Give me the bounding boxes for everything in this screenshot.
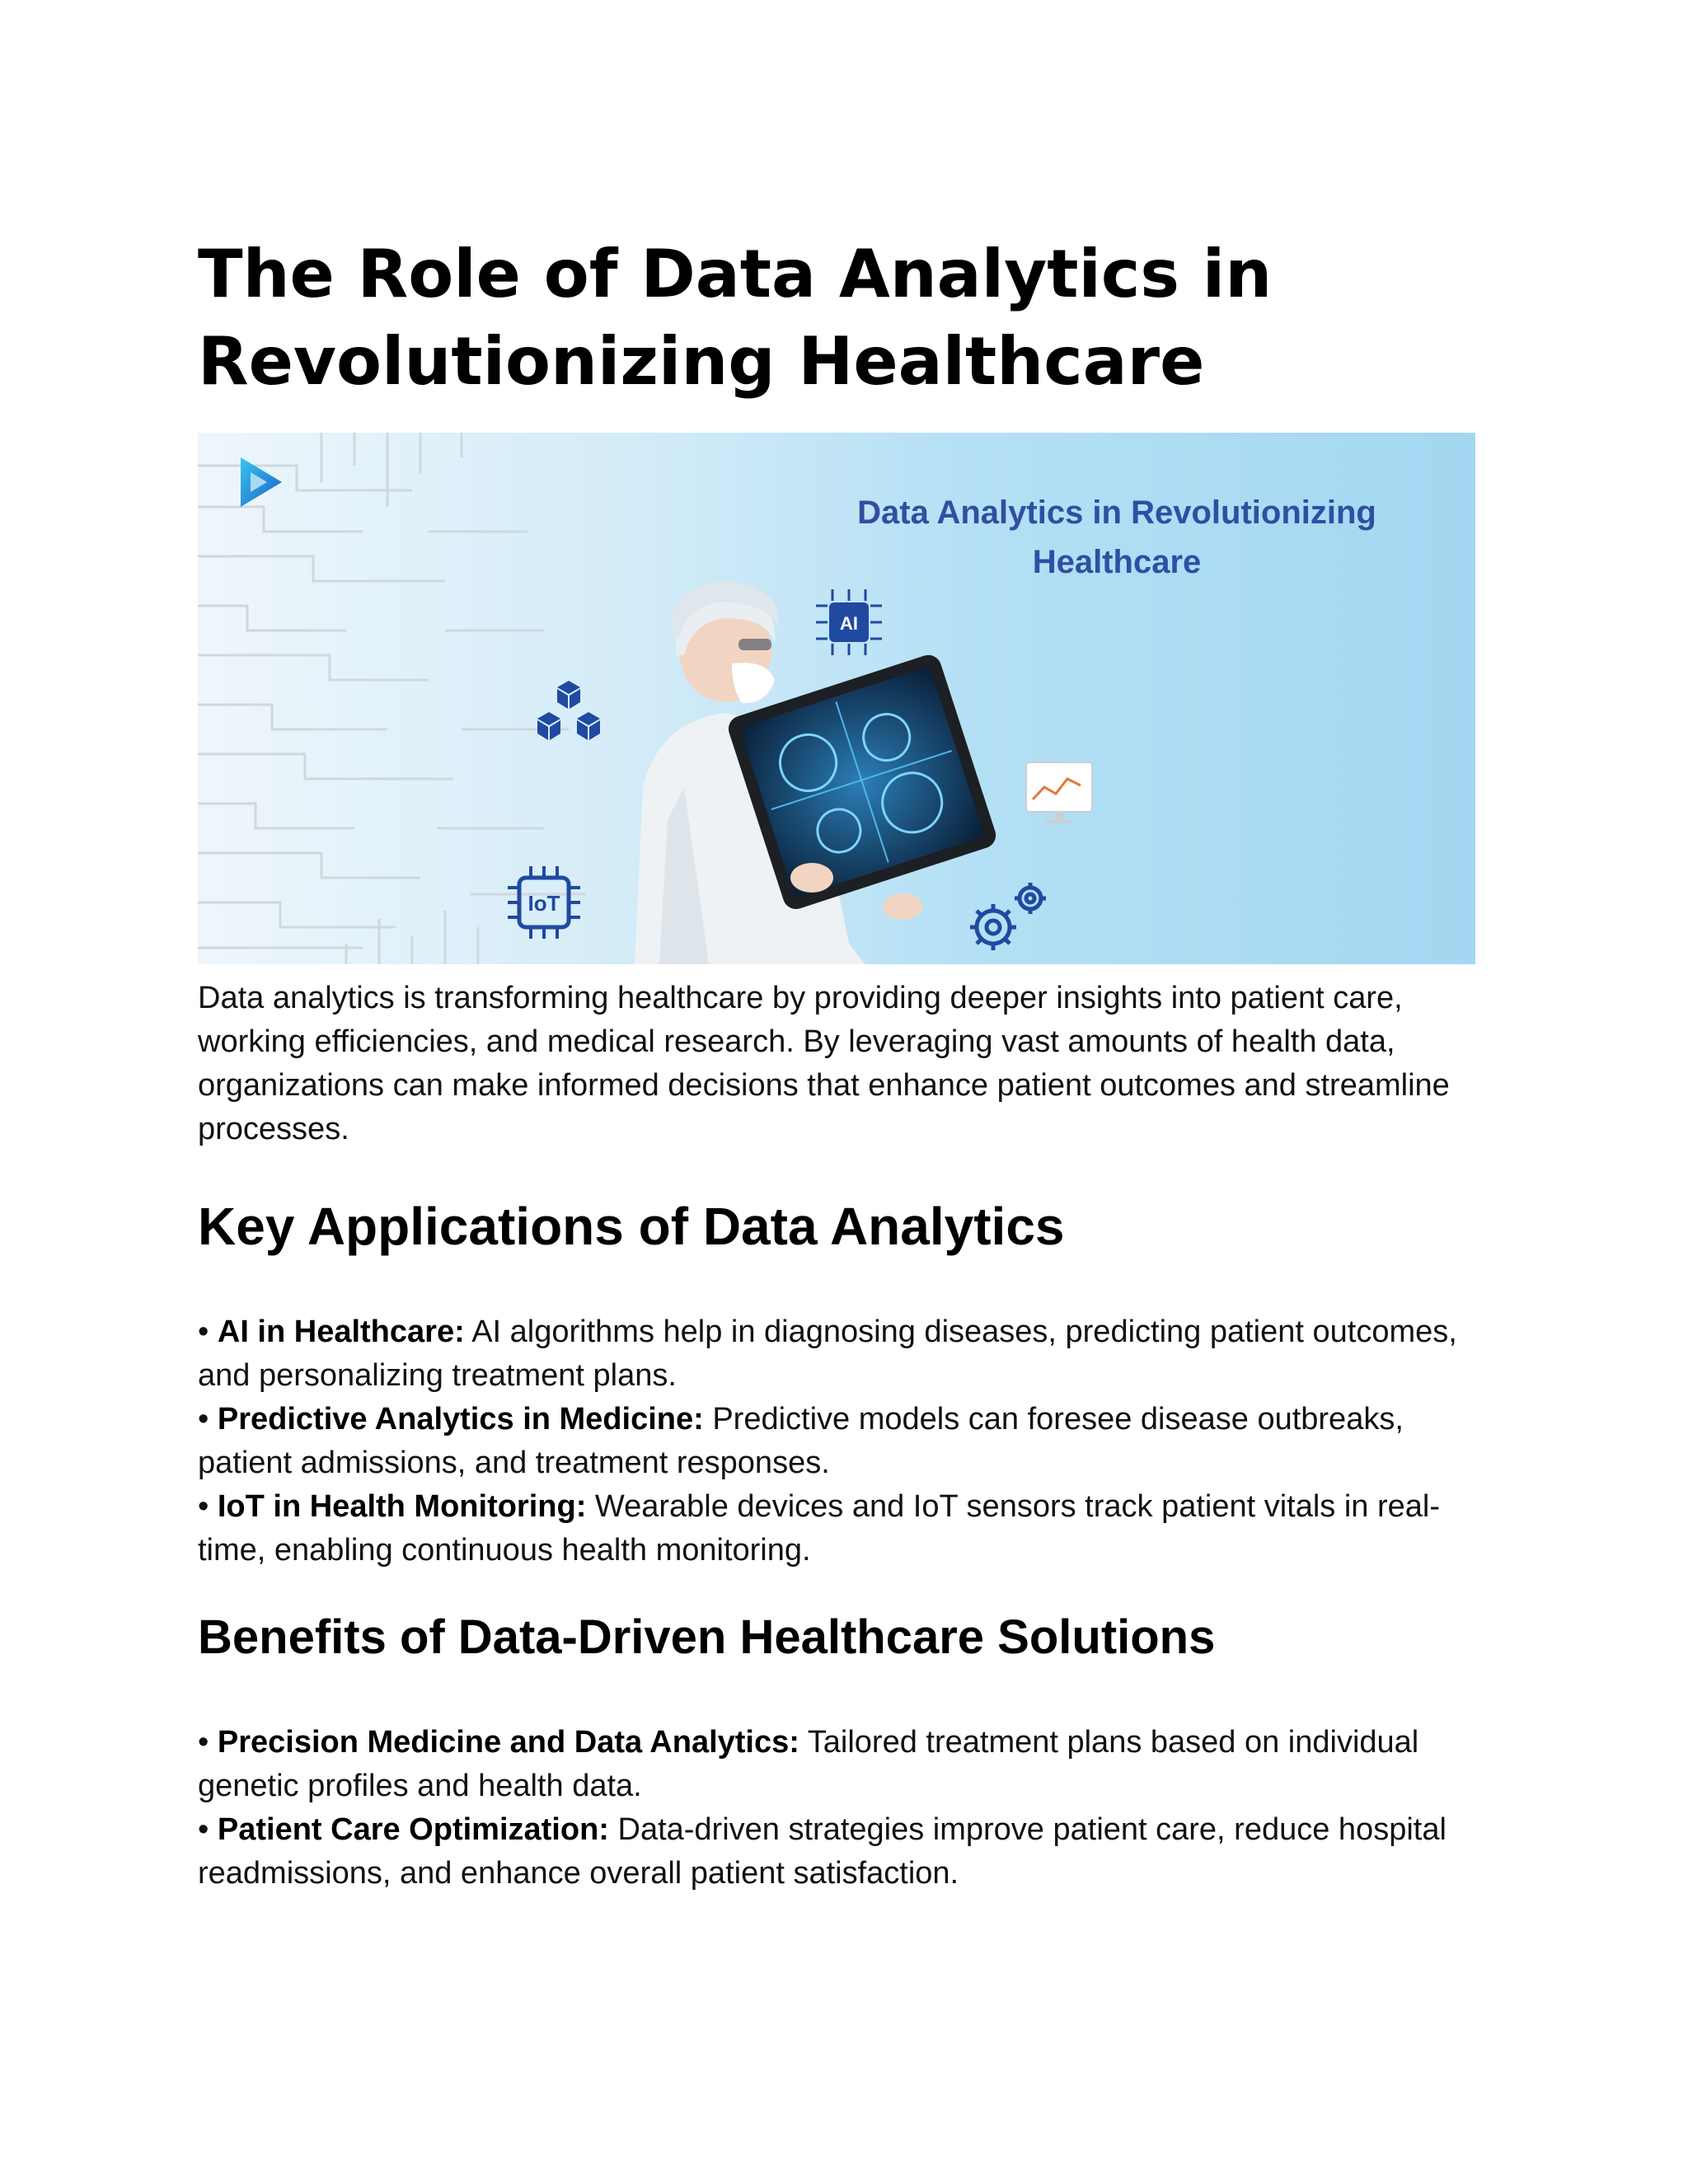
key-applications-list bbox=[198, 1310, 1484, 1572]
title-line-1: The Role of Data Analytics in bbox=[198, 236, 1273, 312]
list-item bbox=[198, 1808, 1484, 1896]
list-item bbox=[198, 1721, 1484, 1808]
page-title bbox=[198, 231, 1484, 405]
list-item-term: AI in Healthcare: bbox=[217, 1315, 465, 1349]
list-item-text: Data-driven strategies improve patient care, reduce hospital readmissions, and enhance overall patient satisfaction. bbox=[198, 1812, 1447, 1891]
ai-chip-label: AI bbox=[840, 613, 858, 634]
hero-heading-line-2: Healthcare bbox=[1032, 544, 1202, 580]
section-heading-benefits: Benefits of Data-Driven Healthcare Solutions bbox=[198, 1610, 1216, 1664]
intro-paragraph: Data analytics is transforming healthcare by providing deeper insights into patient care, working efficiencies, and medical research. By leveraging vast amounts of health data, organizations can make informed decisions that enhance patient outcomes and streamline processes. bbox=[198, 981, 1450, 1146]
bullet: • bbox=[198, 1812, 209, 1847]
hero-banner-image bbox=[198, 433, 1475, 964]
benefits-list bbox=[198, 1721, 1484, 1896]
list-item-text: Tailored treatment plans based on individual genetic profiles and health data. bbox=[198, 1725, 1419, 1803]
bullet: • bbox=[198, 1402, 209, 1436]
list-item-text: AI algorithms help in diagnosing diseases, predicting patient outcomes, and personalizing treatment plans. bbox=[198, 1315, 1457, 1393]
bullet: • bbox=[198, 1315, 209, 1349]
section-heading-key-applications: Key Applications of Data Analytics bbox=[198, 1197, 1065, 1256]
list-item-term: Predictive Analytics in Medicine: bbox=[217, 1402, 704, 1436]
list-item-text: Wearable devices and IoT sensors track patient vitals in real-time, enabling continuous health monitoring. bbox=[198, 1489, 1441, 1568]
list-item-term: Precision Medicine and Data Analytics: bbox=[217, 1725, 799, 1760]
list-item-term: Patient Care Optimization: bbox=[217, 1812, 609, 1847]
iot-chip-label: IoT bbox=[528, 891, 560, 916]
bullet: • bbox=[198, 1725, 209, 1760]
title-line-2: Revolutionizing Healthcare bbox=[198, 323, 1205, 400]
list-item bbox=[198, 1398, 1484, 1485]
hero-heading-line-1: Data Analytics in Revolutionizing bbox=[857, 494, 1376, 531]
bullet: • bbox=[198, 1489, 209, 1524]
list-item-term: IoT in Health Monitoring: bbox=[217, 1489, 587, 1524]
list-item bbox=[198, 1310, 1484, 1398]
list-item-text: Predictive models can foresee disease outbreaks, patient admissions, and treatment responses. bbox=[198, 1402, 1404, 1480]
list-item bbox=[198, 1485, 1484, 1572]
